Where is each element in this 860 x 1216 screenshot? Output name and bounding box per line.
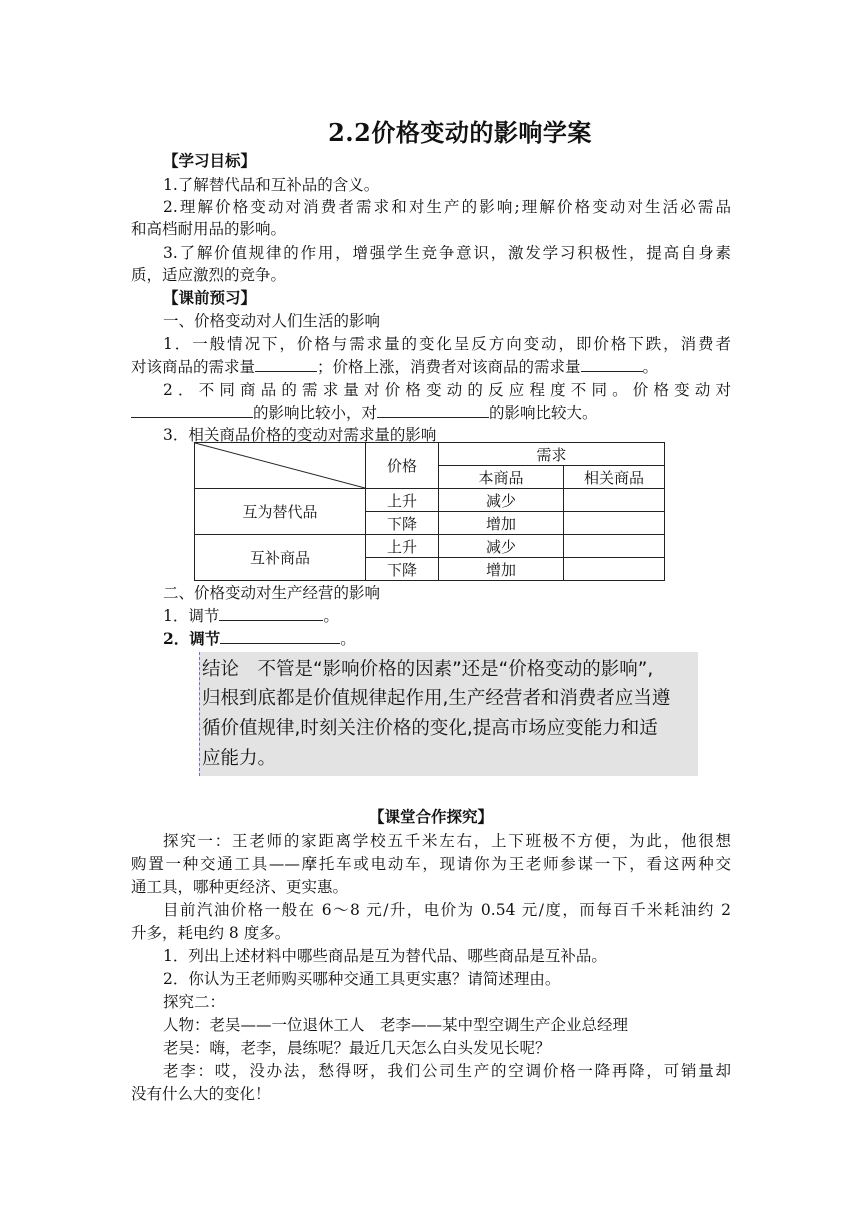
- goal-item-3a: 3.了解价值规律的作用，增强学生竞争意识，激发学习积极性，提高自身素: [163, 244, 731, 262]
- page-title: 2.2价格变动的影响学案: [328, 118, 592, 147]
- table-cell-price: 上升: [366, 489, 439, 512]
- explore-1-line-b: 购置一种交通工具——摩托车或电动车，现请你为王老师参谋一下，看这两种交: [131, 855, 731, 873]
- explore-1-line-c: 通工具，哪种更经济、更实惠。: [131, 878, 349, 896]
- table-cell-price: 上升: [366, 535, 439, 558]
- table-cell-price: 下降: [366, 512, 439, 535]
- explore-2-heading: 探究二：: [163, 993, 226, 1011]
- conclusion-line-3: 循价值规律,时刻关注价格的变化,提高市场应变能力和适: [202, 718, 658, 739]
- goal-item-1: 1.了解替代品和互补品的含义。: [163, 176, 380, 194]
- explore-1-line-d: 目前汽油价格一般在 6～8 元/升，电价为 0.54 元/度，而每百千米耗油约 2: [163, 901, 731, 919]
- conclusion-line-1: 结论 不管是“影响价格的因素”还是“价格变动的影响”,: [202, 659, 654, 680]
- diagonal-line: [195, 443, 365, 488]
- question-1a: 1．一般情况下，价格与需求量的变化呈反方向变动，即价格下跌，消费者: [163, 335, 731, 353]
- explore-heading: 【课堂合作探究】: [368, 807, 493, 826]
- table-cell-price: 下降: [366, 558, 439, 581]
- question-3: 3．相关商品价格的变动对需求量的影响: [163, 426, 437, 444]
- substitute-group-label: 互为替代品: [195, 489, 366, 535]
- goals-heading: 【学习目标】: [163, 151, 257, 170]
- this-goods-header: 本商品: [439, 466, 564, 489]
- question-2b: 的影响比较小，对 的影响比较大。: [131, 402, 731, 424]
- conclusion-line-2: 归根到底都是价值规律起作用,生产经营者和消费者应当遵: [202, 688, 671, 709]
- question-1b: 对该商品的需求量 ；价格上涨，消费者对该商品的需求量 。: [131, 358, 659, 376]
- goal-item-2b: 和高档耐用品的影响。: [131, 220, 287, 238]
- question-2a: 2．不同商品的需求量对价格变动的反应程度不同。价格变动对: [163, 381, 731, 399]
- goal-item-3b: 质，适应激烈的竞争。: [131, 266, 287, 284]
- answer-blank: [581, 356, 643, 372]
- explore-2-wu-line: 老吴：嗨，老李，晨练呢？最近几天怎么白头发见长呢？: [163, 1039, 551, 1057]
- explore-1-question-2: 2．你认为王老师购买哪种交通工具更实惠？请简述理由。: [163, 970, 561, 988]
- production-item-2: 2．调节 。: [163, 629, 356, 648]
- complement-group-label: 互补商品: [195, 535, 366, 581]
- table-cell-this: 增加: [439, 558, 564, 581]
- diagonal-header-cell: [195, 443, 366, 489]
- goal-item-2a: 2.理解价格变动对消费者需求和对生产的影响;理解价格变动对生活必需品: [163, 198, 731, 216]
- answer-blank: [219, 605, 323, 621]
- preview-heading: 【课前预习】: [163, 288, 257, 307]
- demand-header: 需求: [439, 443, 665, 466]
- explore-2-people: 人物：老吴——一位退休工人 老李——某中型空调生产企业总经理: [163, 1016, 629, 1034]
- related-goods-table: [194, 442, 665, 581]
- preview-section-2: 二、价格变动对生产经营的影响: [163, 584, 381, 602]
- explore-1-line-a: 探究一：王老师的家距离学校五千米左右，上下班极不方便，为此，他很想: [163, 832, 731, 850]
- answer-blank: [377, 402, 489, 418]
- table-cell-related: [564, 558, 665, 581]
- related-goods-header: 相关商品: [564, 466, 665, 489]
- explore-1-question-1: 1．列出上述材料中哪些商品是互为替代品、哪些商品是互补品。: [163, 947, 607, 965]
- table-cell-this: 减少: [439, 489, 564, 512]
- conclusion-line-4: 应能力。: [202, 748, 277, 769]
- answer-blank: [220, 628, 340, 644]
- table-cell-related: [564, 489, 665, 512]
- explore-1-line-e: 升多，耗电约 8 度多。: [131, 924, 291, 942]
- answer-blank: [255, 356, 317, 372]
- table-cell-related: [564, 535, 665, 558]
- conclusion-box: [199, 652, 698, 776]
- price-header: 价格: [366, 443, 439, 489]
- preview-section-1: 一、价格变动对人们生活的影响: [163, 312, 381, 330]
- explore-2-li-line-a: 老李：哎，没办法，愁得呀，我们公司生产的空调价格一降再降，可销量却: [163, 1062, 731, 1080]
- production-item-1: 1．调节 。: [163, 607, 339, 625]
- table-cell-this: 减少: [439, 535, 564, 558]
- answer-blank: [131, 402, 253, 418]
- explore-2-li-line-b: 没有什么大的变化！: [131, 1085, 271, 1103]
- table-cell-related: [564, 512, 665, 535]
- table-cell-this: 增加: [439, 512, 564, 535]
